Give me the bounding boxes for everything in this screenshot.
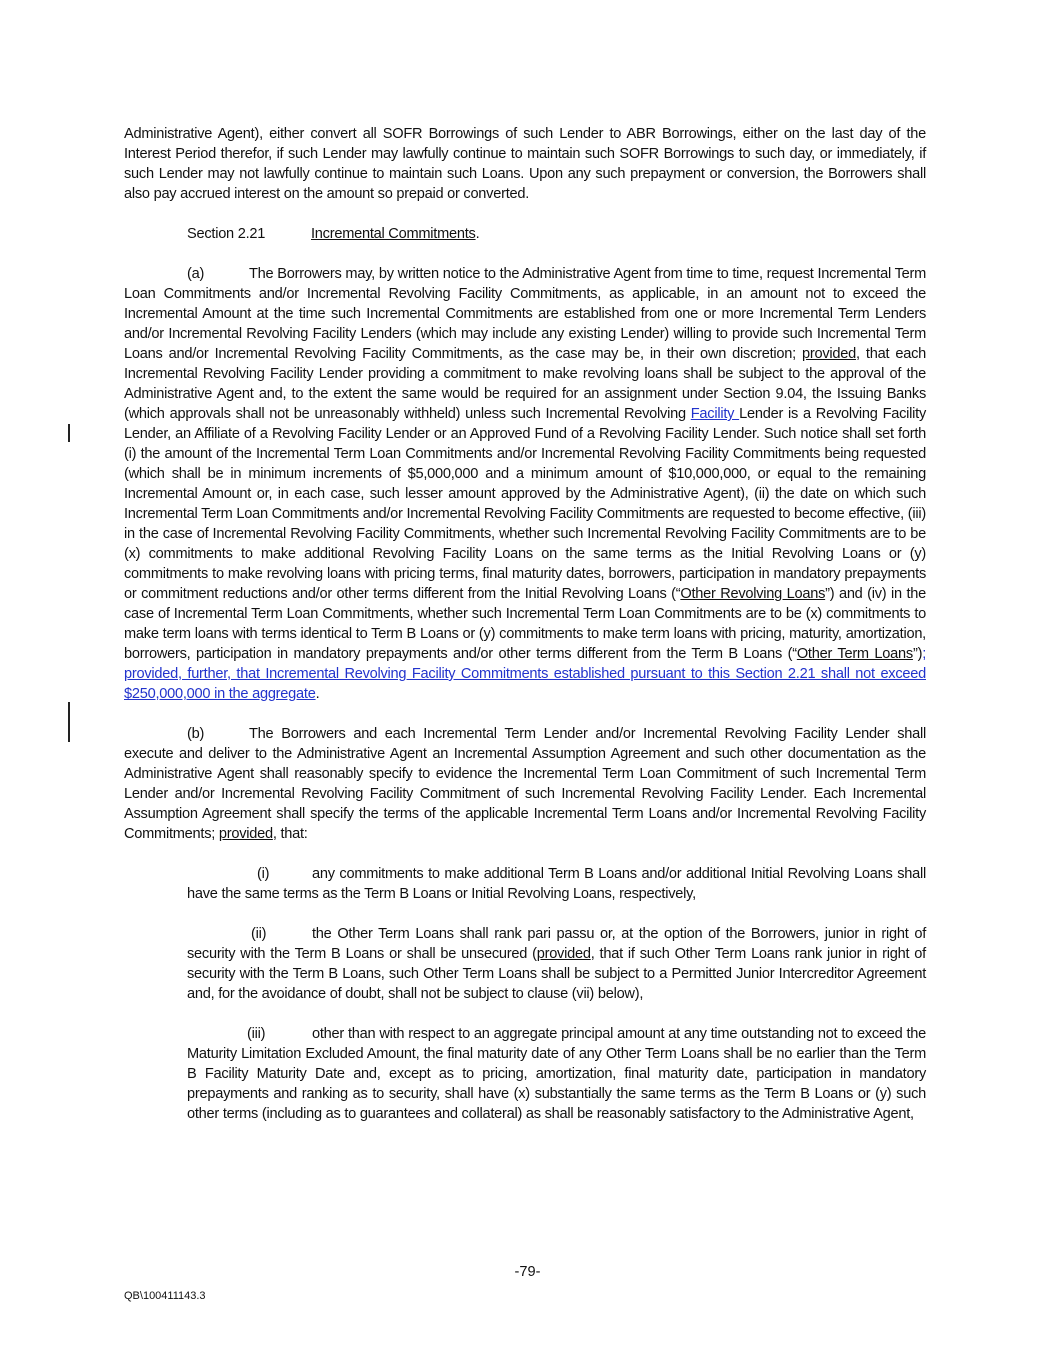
clause-ii — [187, 924, 926, 1004]
clause-ii-text: , that if such Other Term Loans rank junior in right of security with the Term B Loans, such Other Term Loans shall be subject to a Permitted Junior Intercreditor Agreement and, for the avoidance of doubt, shall not be subject to clause (vii) below), — [187, 946, 926, 1002]
clause-ii-text: the Other Term Loans shall rank pari passu or, at the option of the Borrowers, junior in right of security with the Term B Loans or shall be unsecured ( — [187, 926, 926, 962]
inserted-proviso: ; provided, further, that Incremental Revolving Facility Commitments established pursuant to this Section 2.21 shall not exceed $250,000,000 in the aggregate — [124, 646, 926, 702]
paragraph-a-text: ”) — [912, 646, 923, 662]
page-number: -79- — [514, 1264, 541, 1280]
change-bar — [68, 702, 70, 742]
inserted-text: Facility — [690, 406, 740, 422]
paragraph-b — [124, 724, 926, 844]
clause-ii-label: (ii) — [251, 926, 267, 942]
paragraph-a-text: . — [315, 686, 320, 702]
clause-iii — [187, 1024, 926, 1124]
clause-i — [187, 864, 926, 904]
defined-term-other-term-loans: Other Term Loans — [796, 646, 913, 662]
change-bar — [68, 424, 70, 442]
document-id: QB\100411143.3 — [124, 1290, 206, 1302]
paragraph-a-label: (a) — [187, 266, 205, 282]
clause-i-text: any commitments to make additional Term B Loans and/or additional Initial Revolving Loans shall have the same terms as the Term B Loans or Initial Revolving Loans, respectively, — [187, 866, 926, 902]
provided-term: provided — [536, 946, 591, 962]
defined-term-other-revolving-loans: Other Revolving Loans — [680, 586, 826, 602]
section-title: Incremental Commitments — [311, 226, 476, 242]
section-title-period: . — [475, 226, 480, 242]
paragraph-b-label: (b) — [187, 726, 205, 742]
provided-term: provided — [218, 826, 273, 842]
clause-i-label: (i) — [257, 866, 270, 882]
section-heading — [124, 224, 926, 244]
paragraph-b-text: The Borrowers and each Incremental Term Lender and/or Incremental Revolving Facility Lender shall execute and deliver to the Administrative Agent an Incremental Assumption Agreement and such other documentation as the Administrative Agent shall reasonably specify to evidence the Incremental Term Loan Commitment of such Incremental Term Lender and/or Incremental Revolving Facility Commitment of such Incremental Revolving Facility Lender. Each Incremental Assumption Agreement shall specify the terms of the applicable Incremental Term Loans and/or Incremental Revolving Facility Commitments; — [124, 726, 926, 842]
provided-term: provided — [802, 346, 857, 362]
document-body — [124, 124, 926, 1124]
paragraph-a-text: Lender is a Revolving Facility Lender, an Affiliate of a Revolving Facility Lender or an Approved Fund of a Revolving Facility Lender. Such notice shall set forth (i) the amount of the Incremental Term Loan Commitments and/or Incremental Revolving Facility Commitments being requested (which shall be in minimum increments of $5,000,000 and a minimum amount of $10,000,000, or equal to the remaining Incremental Amount or, in each case, such lesser amount approved by the Administrative Agent), (ii) the date on which such Incremental Term Loan Commitments and/or Incremental Revolving Facility Commitments are requested to become effective, (iii) in the case of Incremental Revolving Facility Commitments, whether such Incremental Revolving Facility Commitments are to be (x) commitments to make additional Revolving Facility Loans on the same terms as the Initial Revolving Loans or (y) commitments to make revolving loans with pricing terms, final maturity dates, borrowers, participation in mandatory prepayments or commitment reductions and/or other terms different from the Initial Revolving Loans (“ — [124, 406, 926, 602]
paragraph-a-text: The Borrowers may, by written notice to the Administrative Agent from time to time, request Incremental Term Loan Commitments and/or Incremental Revolving Facility Commitments, as applicable, in an amount not to exceed the Incremental Amount at the time such Incremental Commitments are established from one or more Incremental Term Lenders and/or Incremental Revolving Facility Lenders (which may include any existing Lender) willing to provide such Incremental Term Loans and/or Incremental Revolving Facility Commitments, as the case may be, in their own discretion; — [124, 266, 926, 362]
paragraph-a-text: ”) and (iv) in the case of Incremental Term Loan Commitments, whether such Incremental Term Loan Commitments are to be (x) commitments to make term loans with terms identical to Term B Loans or (y) commitments to make term loans with pricing, maturity, amortization, borrowers, participation in mandatory prepayments and/or other terms different from the Term B Loans (“ — [124, 586, 926, 662]
clause-iii-text: other than with respect to an aggregate principal amount at any time outstanding not to exceed the Maturity Limitation Excluded Amount, the final maturity date of any Other Term Loans shall be no earlier than the Term B Facility Maturity Date and, except as to pricing, amortization, final maturity date, participation in mandatory prepayments and ranking as to security, shall have (x) substantially the same terms as the Term B Loans or (y) such other terms (including as to guarantees and collateral) as shall be reasonably satisfactory to the Administrative Agent, — [187, 1026, 926, 1122]
paragraph-a-text: , that each Incremental Revolving Facility Lender providing a commitment to make revolving loans shall be subject to the approval of the Administrative Agent and, to the extent the same would be required for an assignment under Section 9.04, the Issuing Banks (which approvals shall not be unreasonably withheld) unless such Incremental Revolving — [124, 346, 926, 422]
section-number: Section 2.21 — [187, 226, 266, 242]
paragraph-a — [124, 264, 926, 704]
intro-paragraph: Administrative Agent), either convert all SOFR Borrowings of such Lender to ABR Borrowings, either on the last day of the Interest Period therefor, if such Lender may lawfully continue to maintain such SOFR Borrowings to such day, or immediately, if such Lender may not lawfully continue to maintain such Loans. Upon any such prepayment or conversion, the Borrowers shall also pay accrued interest on the amount so prepaid or converted. — [124, 126, 926, 202]
clause-iii-label: (iii) — [247, 1026, 266, 1042]
paragraph-b-text: , that: — [272, 826, 308, 842]
